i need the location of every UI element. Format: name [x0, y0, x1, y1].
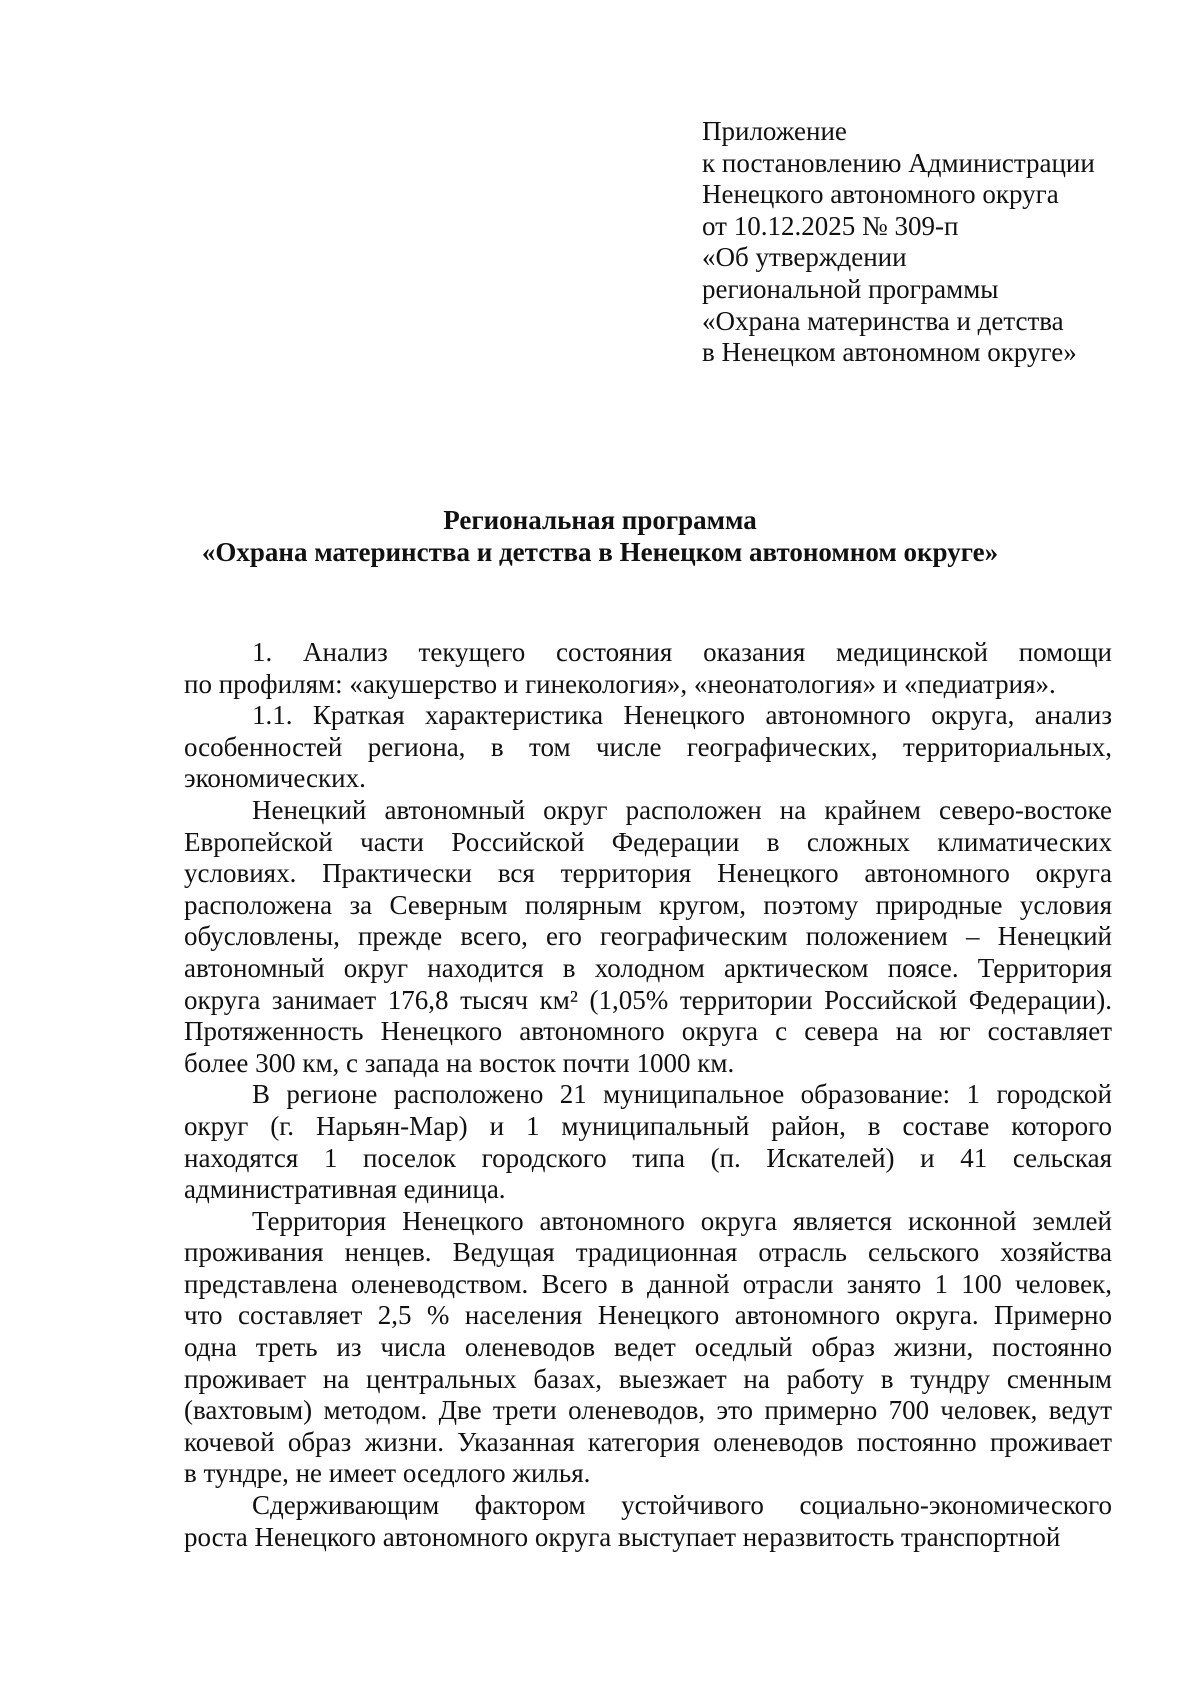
- paragraph-line: проживания ненцев. Ведущая традиционная отрасль сельского хозяйства: [184, 1237, 1112, 1268]
- paragraph-line: В регионе расположено 21 муниципальное образование: 1 городской: [252, 1079, 1112, 1110]
- body-paragraph: [184, 700, 1112, 795]
- paragraph-line: одна треть из числа оленеводов ведет оседлый образ жизни, постоянно: [184, 1332, 1112, 1363]
- appendix-line: от 10.12.2025 № 309-п: [702, 210, 959, 241]
- paragraph-line: Ненецкий автономный округ расположен на крайнем северо-востоке: [252, 794, 1112, 825]
- title-line-2: «Охрана материнства и детства в Ненецком автономном округе»: [201, 536, 999, 567]
- paragraph-line: роста Ненецкого автономного округа выступает неразвитость транспортной: [184, 1521, 1061, 1552]
- paragraph-line: находятся 1 поселок городского типа (п. Искателей) и 41 сельская: [184, 1142, 1112, 1173]
- paragraph-line: более 300 км, с запада на восток почти 1000 км.: [184, 1047, 735, 1078]
- paragraph-line: административная единица.: [184, 1174, 506, 1205]
- paragraph-line: экономических.: [184, 763, 366, 794]
- appendix-line: к постановлению Администрации: [702, 147, 1095, 178]
- paragraph-line: 1. Анализ текущего состояния оказания медицинской помощи: [252, 637, 1112, 667]
- appendix-line: «Охрана материнства и детства: [702, 305, 1064, 336]
- paragraph-line: (вахтовым) методом. Две трети оленеводов, это примерно 700 человек, ведут: [184, 1395, 1112, 1426]
- body-paragraph: [184, 1079, 1112, 1205]
- paragraph-line: округа занимает 176,8 тысяч км² (1,05% территории Российской Федерации).: [184, 984, 1112, 1015]
- title-line-1: Региональная программа: [443, 505, 757, 535]
- body-paragraph: [184, 1490, 1112, 1553]
- body-paragraph: [184, 795, 1112, 1079]
- appendix-header: [702, 116, 1172, 369]
- paragraph-line: представлена оленеводством. Всего в данной отрасли занято 1 100 человек,: [184, 1268, 1112, 1299]
- paragraph-line: в тундре, не имеет оседлого жилья.: [184, 1458, 591, 1489]
- document-title: [0, 505, 1200, 568]
- paragraph-line: что составляет 2,5 % населения Ненецкого автономного округа. Примерно: [184, 1300, 1112, 1331]
- appendix-line: «Об утверждении: [702, 242, 907, 273]
- paragraph-line: проживает на центральных базах, выезжает на работу в тундру сменным: [184, 1363, 1112, 1394]
- paragraph-line: кочевой образ жизни. Указанная категория оленеводов постоянно проживает: [184, 1426, 1112, 1457]
- paragraph-line: обусловлены, прежде всего, его географическим положением – Ненецкий: [184, 921, 1112, 952]
- paragraph-line: 1.1. Краткая характеристика Ненецкого автономного округа, анализ: [252, 700, 1112, 731]
- appendix-line: Ненецкого автономного округа: [702, 179, 1059, 210]
- paragraph-line: Европейской части Российской Федерации в сложных климатических: [184, 826, 1112, 857]
- paragraph-line: автономный округ находится в холодном арктическом поясе. Территория: [184, 952, 1112, 983]
- paragraph-line: условиях. Практически вся территория Ненецкого автономного округа: [184, 858, 1112, 889]
- paragraph-line: по профилям: «акушерство и гинекология», «неонатология» и «педиатрия».: [184, 668, 1056, 699]
- body-paragraph: [184, 637, 1112, 700]
- body-paragraph: [184, 1206, 1112, 1490]
- appendix-line: Приложение: [702, 116, 847, 146]
- paragraph-line: Протяженность Ненецкого автономного округа с севера на юг составляет: [184, 1016, 1112, 1047]
- paragraph-line: Территория Ненецкого автономного округа является исконной землей: [252, 1205, 1112, 1236]
- paragraph-line: округ (г. Нарьян-Мар) и 1 муниципальный район, в составе которого: [184, 1110, 1112, 1141]
- appendix-line: в Ненецком автономном округе»: [702, 337, 1077, 368]
- paragraph-line: особенностей региона, в том числе географических, территориальных,: [184, 731, 1112, 762]
- document-body: [184, 637, 1112, 1553]
- paragraph-line: Сдерживающим фактором устойчивого социально-экономического: [252, 1490, 1112, 1521]
- paragraph-line: расположена за Северным полярным кругом, поэтому природные условия: [184, 889, 1112, 920]
- appendix-line: региональной программы: [702, 273, 999, 304]
